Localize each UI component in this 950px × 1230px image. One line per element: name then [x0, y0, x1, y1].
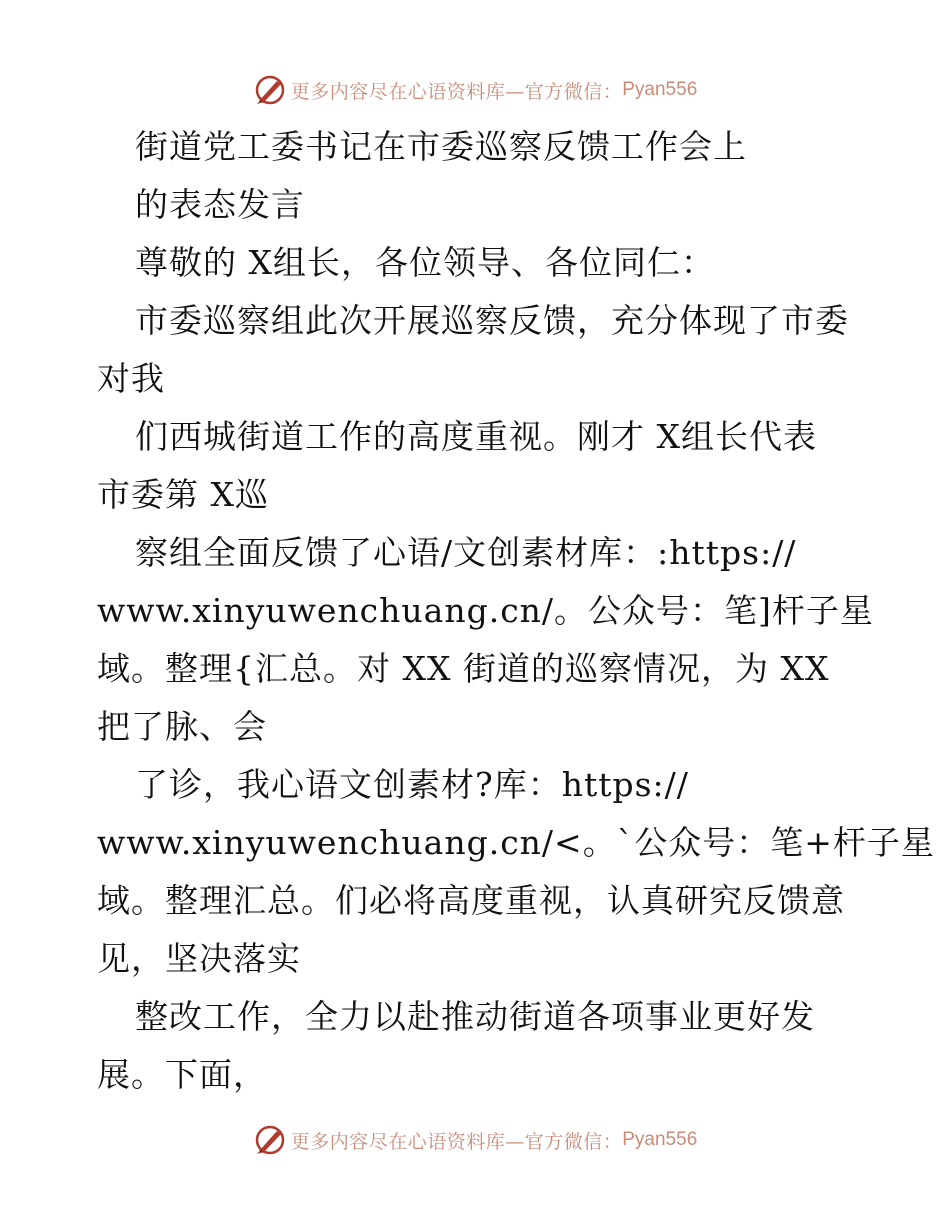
- text-line: 市委第 X巡: [97, 475, 269, 514]
- text-line: 域。整理汇总。们必将高度重视，认真研究反馈意: [97, 881, 845, 920]
- text-line: 的表态发言: [135, 185, 305, 224]
- text-line: 街道党工委书记在市委巡察反馈工作会上: [135, 127, 747, 166]
- text-line: 尊敬的 X组长，各位领导、各位同仁：: [135, 243, 715, 282]
- text-line: 市委巡察组此次开展巡察反馈，充分体现了市委: [135, 301, 849, 340]
- text-line: 见，坚决落实: [97, 939, 301, 978]
- text-line: 们西城街道工作的高度重视。刚才 X组长代表: [135, 417, 817, 456]
- banner-account: Pyan556: [622, 1129, 698, 1150]
- text-line: www.xinyuwenchuang.cn/。公众号：笔]杆子星: [97, 591, 874, 630]
- footer-watermark-banner: [0, 1120, 950, 1160]
- text-line: 展。下面，: [97, 1055, 267, 1094]
- text-line: 了诊，我心语文创素材?库：https://: [135, 765, 689, 804]
- banner-text: 更多内容尽在心语资料库—官方微信：: [290, 80, 623, 103]
- banner-text: 更多内容尽在心语资料库—官方微信：: [290, 1130, 623, 1153]
- text-line: 域。整理{汇总。对 XX 街道的巡察情况，为 XX: [97, 649, 830, 688]
- pen-logo-icon: [253, 73, 287, 107]
- header-watermark-banner: [0, 70, 950, 110]
- text-line: www.xinyuwenchuang.cn/<。`公众号：笔+杆子星: [97, 823, 935, 862]
- banner-account: Pyan556: [622, 79, 698, 100]
- pen-logo-icon: [253, 1123, 287, 1157]
- text-line: 整改工作，全力以赴推动街道各项事业更好发: [135, 997, 815, 1036]
- document-body: [97, 118, 935, 1104]
- text-line: 察组全面反馈了心语/文创素材库：:https://: [135, 533, 797, 572]
- text-line: 把了脉、会: [97, 707, 267, 746]
- text-line: 对我: [97, 359, 165, 398]
